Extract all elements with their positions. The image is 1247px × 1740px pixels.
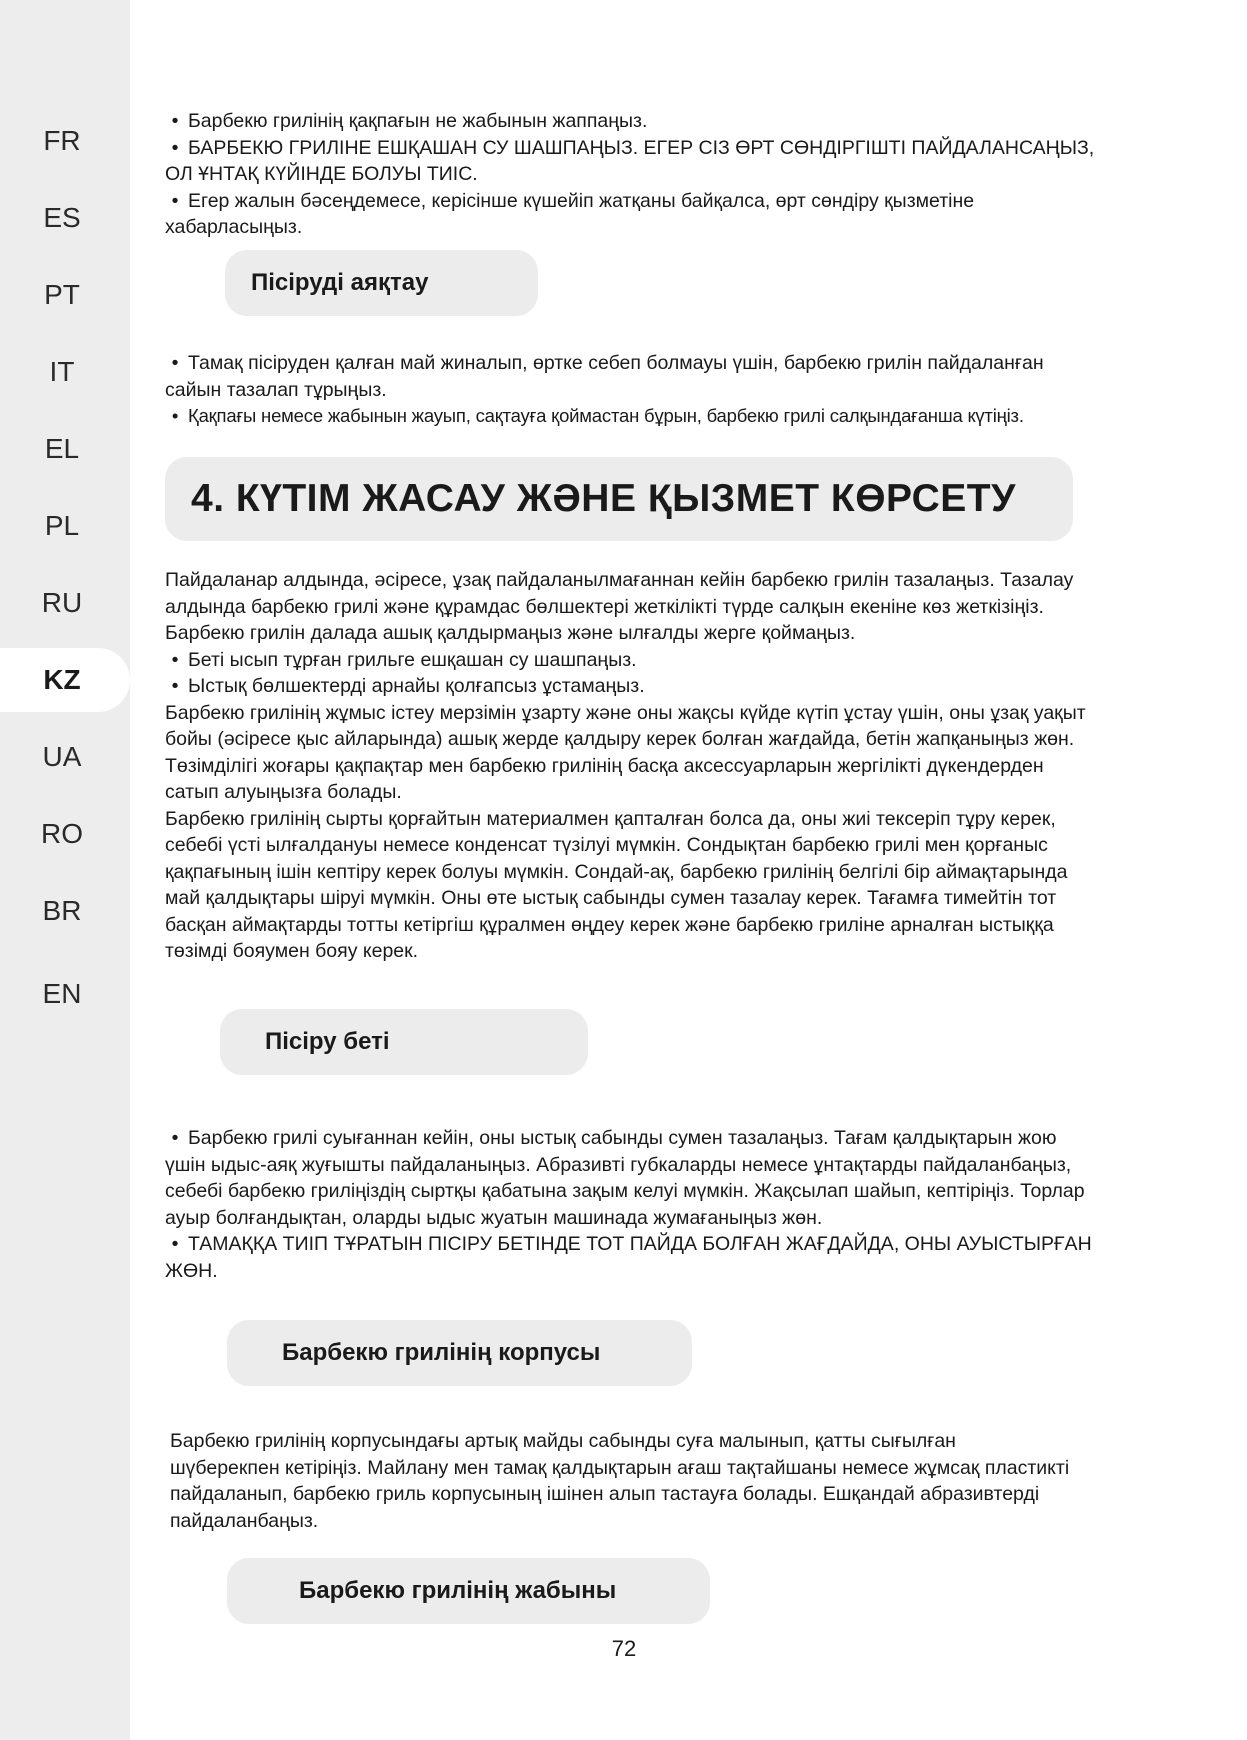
grill-body-text (170, 1428, 1070, 1534)
finish-cooking-bullets (165, 350, 1095, 430)
grill-body-paragraph: Барбекю грилінің корпусындағы артық майды сабынды суға малынып, қатты сығылған шүберекпен кетіріңіз. Майлану мен тамақ қалдықтарын ағаш тақтайшаны немесе жұмсақ пластикті пайдаланып, барбекю гриль корпусының ішінен алып тастауға болады. Ешқандай абразивтерді пайдаланбаңыз. (170, 1430, 1070, 1532)
lang-tab-ua[interactable]: UA (42, 741, 82, 772)
section4-paragraph: Пайдаланар алдында, әсіресе, ұзақ пайдаланылмағаннан кейін барбекю грилін тазалаңыз. Тазалау алдында барбекю грилі және құрамдас бөлшектері жеткілікті түрде салқын екеніне көз жеткізіңіз. Барбекю грилін далада ашық қалдырмаңыз және ылғалды жерге қоймаңыз. (165, 569, 1074, 644)
cooking-surface-bullet: • Барбекю грилі суығаннан кейін, оны ыстық сабынды сумен тазалаңыз. Тағам қалдықтарын жою үшін ыдыс-аяқ жуғышты пайдаланыңыз. Абразивті губкаларды немесе ұнтақтарды пайдаланбаңыз, себебі барбекю гриліңіздің сыртқы қабатына зақым келуі мүмкін. Жақсылап шайып, кептіріңіз. Торлар ауыр болғандықтан, оларды ыдыс жуатын машинада жумағаныңыз жөн. (165, 1125, 1095, 1231)
section-title: 4. КҮТІМ ЖАСАУ ЖӘНЕ ҚЫЗМЕТ КӨРСЕТУ (165, 457, 1073, 541)
lang-tab-pl[interactable]: PL (44, 510, 80, 541)
lang-tab-fr[interactable]: FR (43, 125, 81, 156)
lang-tab-ro[interactable]: RO (41, 818, 83, 849)
lang-tab-el[interactable]: EL (44, 433, 80, 464)
intro-bullet: • Барбекю грилінің қақпағын не жабынын жаппаңыз. (165, 108, 1095, 135)
subheading-cooking-surface: Пісіру беті (220, 1009, 588, 1075)
cooking-surface-bullets (165, 1125, 1095, 1284)
section4-body (165, 567, 1095, 965)
lang-tab-kz-active[interactable]: KZ (0, 648, 130, 712)
page-number: 72 (611, 1636, 637, 1661)
section4-paragraph: Барбекю грилінің жұмыс істеу мерзімін ұзарту және оны жақсы күйде күтіп ұстау үшін, оны ұзақ уақыт бойы (әсіресе қыс айларында) ашық жерде қалдыру керек болған жағдайда, бетін жапқаныңыз жөн. Төзімділігі жоғары қақпақтар мен барбекю грилінің басқа аксессуарларын жергілікті дүкендерден сатып алуыңызға болады. (165, 701, 1086, 803)
lang-tab-it[interactable]: IT (49, 356, 75, 387)
cooking-surface-bullet: • ТАМАҚҚА ТИІП ТҰРАТЫН ПІСІРУ БЕТІНДЕ ТОТ ПАЙДА БОЛҒАН ЖАҒДАЙДА, ОНЫ АУЫСТЫРҒАН ЖӨН. (165, 1231, 1095, 1284)
language-sidebar (0, 0, 130, 1740)
subheading-finish-cooking: Пісіруді аяқтау (225, 250, 538, 316)
subheading-grill-body: Барбекю грилінің корпусы (227, 1320, 692, 1386)
lang-tab-br[interactable]: BR (42, 895, 82, 926)
finish-cooking-bullet: • Тамақ пісіруден қалған май жиналып, өртке себеп болмауы үшін, барбекю грилін пайдаланған сайын тазалап тұрыңыз. (165, 350, 1095, 403)
section4-paragraph: Барбекю грилінің сырты қорғайтын материалмен қапталған болса да, оны жиі тексеріп тұру керек, себебі үсті ылғалдануы немесе конденсат түзілуі мүмкін. Сондықтан барбекю грилі мен қорғаныс қақпағының ішін кептіру керек болуы мүмкін. Сондай-ақ, барбекю грилінің белгілі бір аймақтарында май қалдықтары шіруі мүмкін. Оны өте ыстық сабынды сумен тазалау керек. Тағамға тимейтін тот басқан аймақтарды тотты кетіргіш құралмен өңдеу керек және барбекю гриліне арналған ыстыққа төзімді бояумен бояу керек. (165, 807, 1068, 962)
section4-bullet: • Ыстық бөлшектерді арнайы қолғапсыз ұстамаңыз. (165, 673, 1095, 700)
finish-cooking-bullet: • Қақпағы немесе жабынын жауып, сақтауға қоймастан бұрын, барбекю грилі салқындағанша күтіңіз. (165, 403, 1095, 430)
lang-tab-es[interactable]: ES (43, 202, 81, 233)
intro-bullet: • Егер жалын бәсеңдемесе, керісінше күшейіп жатқаны байқалса, өрт сөндіру қызметіне хабарласыңыз. (165, 188, 1095, 241)
lang-tab-en[interactable]: EN (42, 978, 82, 1009)
section4-bullet: • Беті ысып тұрған грильге ешқашан су шашпаңыз. (165, 647, 1095, 674)
subheading-grill-cover: Барбекю грилінің жабыны (227, 1558, 710, 1624)
lang-tab-ru[interactable]: RU (41, 587, 83, 618)
intro-bullet: • БАРБЕКЮ ГРИЛІНЕ ЕШҚАШАН СУ ШАШПАҢЫЗ. ЕГЕР СІЗ ӨРТ СӨНДІРГІШТІ ПАЙДАЛАНСАҢЫЗ, ОЛ ҰНТАҚ КҮЙІНДЕ БОЛУЫ ТИІС. (165, 135, 1095, 188)
intro-bullets (165, 108, 1095, 241)
lang-tab-pt[interactable]: PT (44, 279, 80, 310)
